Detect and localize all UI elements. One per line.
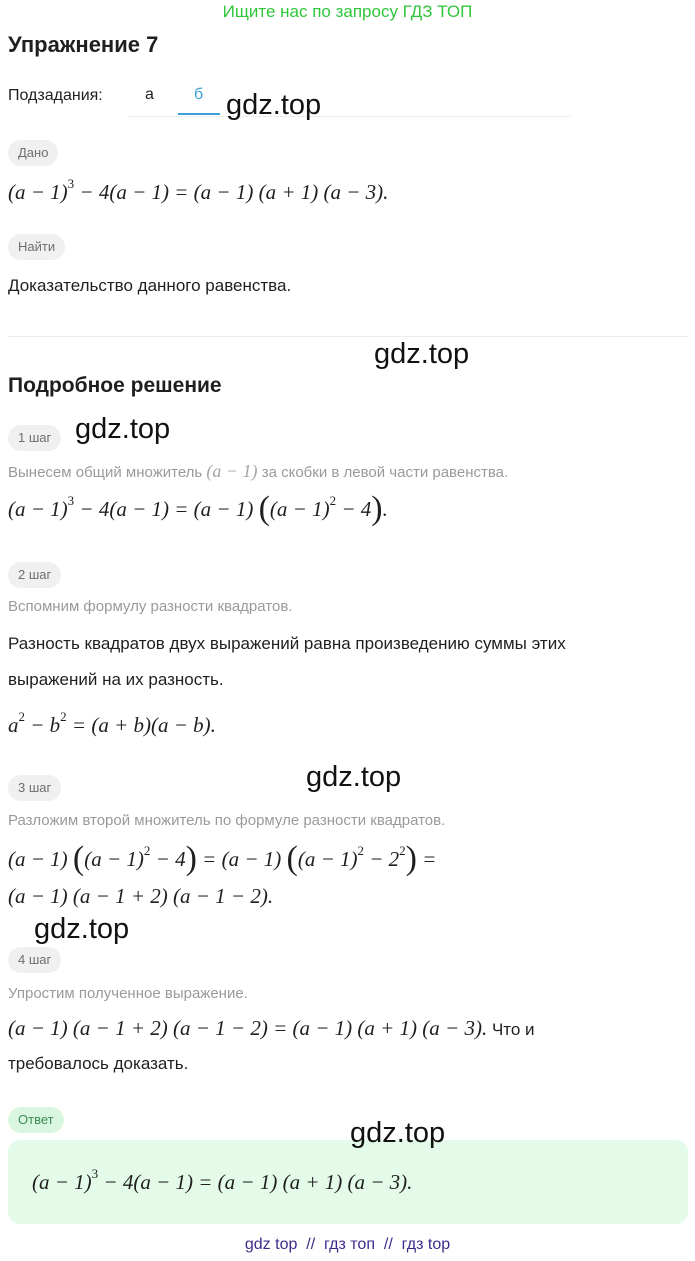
subtask-tabs bbox=[128, 80, 570, 117]
step-1-formula: $(a - 1)^3 - 4(a - 1) = (a - 1)$ $((a - 1)^2 - 4)$. bbox=[8, 490, 388, 527]
find-text: Доказательство данного равенства. bbox=[8, 276, 292, 295]
find-label: Найти bbox=[8, 234, 65, 260]
tab-a[interactable]: а bbox=[145, 86, 154, 103]
step-4-hint: Упростим полученное выражение. bbox=[8, 985, 248, 1002]
step-4-label: 4 шаг bbox=[8, 947, 61, 973]
answer-formula: $(a - 1)^3 - 4(a - 1) = (a - 1)$ (a + 1) (a − 3). bbox=[32, 1166, 413, 1194]
step-2-text-line2: выражений на их разность. bbox=[8, 670, 224, 689]
watermark: gdz.top bbox=[75, 413, 171, 445]
footer-links[interactable]: gdz top // гдз топ // гдз top bbox=[244, 1236, 451, 1253]
watermark: gdz.top bbox=[374, 338, 470, 370]
step-4-text-line2: требовалось доказать. bbox=[8, 1054, 189, 1073]
step-1-hint: Вынесем общий множитель (a − 1) за скобки в левой части равенства. bbox=[8, 461, 509, 481]
watermark: gdz.top bbox=[306, 761, 402, 793]
step-3-formula-line2: (a − 1) (a − 1 + 2) (a − 1 − 2). bbox=[8, 884, 274, 908]
given-label: Дано bbox=[8, 140, 58, 166]
step-1-label: 1 шаг bbox=[8, 425, 61, 451]
step-4-formula: (a − 1) (a − 1 + 2) (a − 1 − 2) = (a − 1) (a + 1) (a − 3). Что и bbox=[8, 1016, 535, 1040]
step-3-label: 3 шаг bbox=[8, 775, 61, 801]
given-formula: $(a - 1)^3 - 4(a - 1) = (a - 1)$ (a + 1) (a − 3). bbox=[8, 176, 389, 204]
step-2-hint: Вспомним формулу разности квадратов. bbox=[8, 598, 293, 615]
step-2-text-line1: Разность квадратов двух выражений равна произведению суммы этих bbox=[8, 634, 566, 653]
watermark: gdz.top bbox=[350, 1117, 446, 1149]
tab-b[interactable]: б bbox=[194, 86, 204, 103]
solution-title: Подробное решение bbox=[8, 374, 222, 397]
promo-banner[interactable]: Ищите нас по запросу ГДЗ ТОП bbox=[222, 2, 473, 21]
watermark: gdz.top bbox=[34, 913, 130, 945]
divider bbox=[8, 336, 688, 337]
step-3-hint: Разложим второй множитель по формуле разности квадратов. bbox=[8, 812, 446, 829]
answer-label: Ответ bbox=[8, 1107, 64, 1133]
subtasks-label: Подзадания: bbox=[8, 87, 103, 104]
watermark: gdz.top bbox=[226, 89, 322, 121]
step-2-label: 2 шаг bbox=[8, 562, 61, 588]
active-tab-indicator bbox=[178, 113, 220, 115]
step-3-formula-line1: (a − 1) $((a - 1)^2 - 4) = (a - 1)$ $((a - 1)^2 - 2^2)$ = bbox=[8, 840, 437, 877]
step-2-formula: $a^2 - b^2 = (a + b)(a - b)$. bbox=[8, 709, 216, 737]
page-title: Упражнение 7 bbox=[8, 32, 159, 57]
